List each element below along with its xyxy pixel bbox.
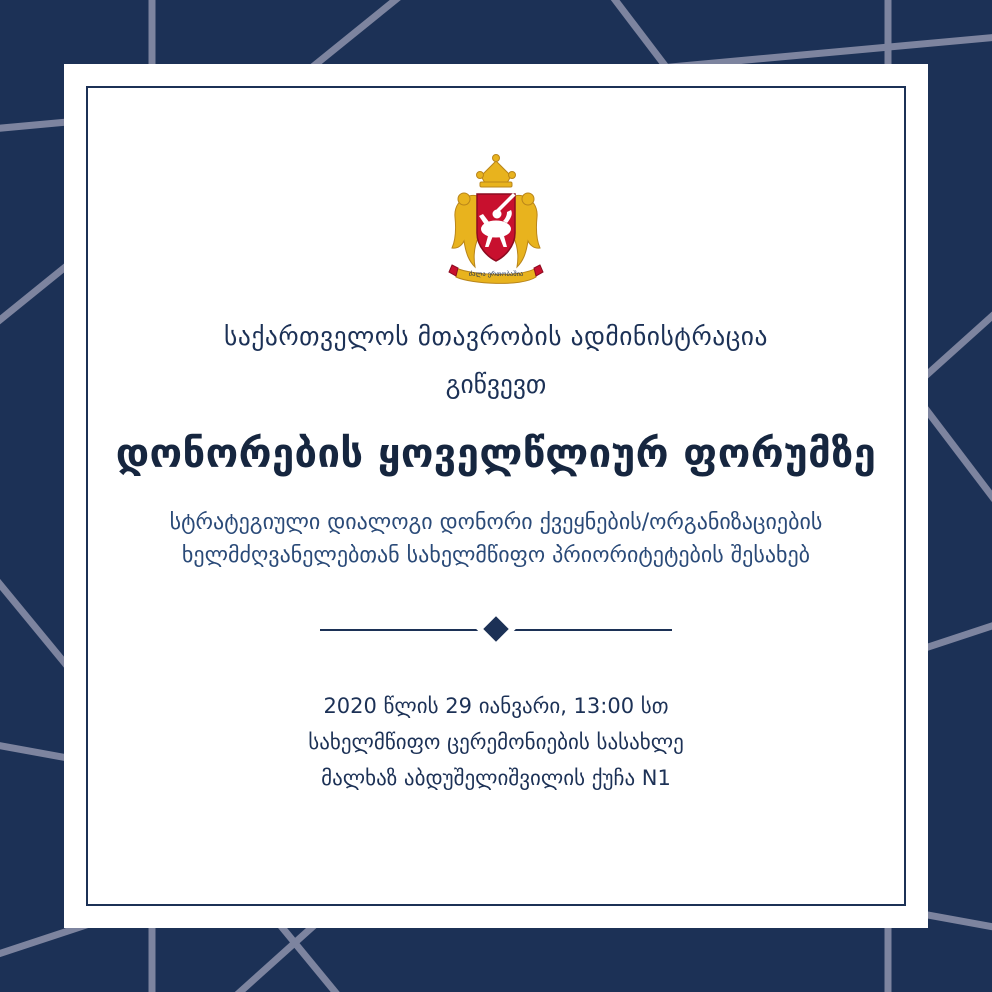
card-inner-border	[86, 86, 906, 906]
event-address: მალხაზ აბდუშელიშვილის ქუჩა N1	[321, 766, 671, 791]
invitation-word: გიწვევთ	[445, 369, 547, 400]
event-venue: სახელმწიფო ცერემონიების სასახლე	[308, 729, 684, 754]
georgia-coat-of-arms-icon	[421, 150, 571, 300]
invitation-card	[64, 64, 928, 928]
event-subtitle	[124, 506, 869, 572]
event-datetime: 2020 წლის 29 იანვარი, 13:00 სთ	[323, 693, 669, 718]
event-headline: დონორების ყოველწლიურ ფორუმზე	[115, 430, 877, 477]
coat-of-arms-motto: ძალა ერთობაშია	[468, 270, 524, 278]
event-subtitle-line-2: ხელმძღვანელებთან სახელმწიფო პრიორიტეტების შესახებ	[181, 542, 811, 568]
diamond-icon	[483, 616, 508, 641]
event-details	[308, 688, 684, 796]
event-subtitle-line-1: სტრატეგიული დიალოგი დონორი ქვეყნების/ორგანიზაციების	[169, 509, 823, 535]
organization-name: საქართველოს მთავრობის ადმინისტრაცია	[224, 322, 768, 352]
ornamental-divider	[320, 618, 672, 640]
